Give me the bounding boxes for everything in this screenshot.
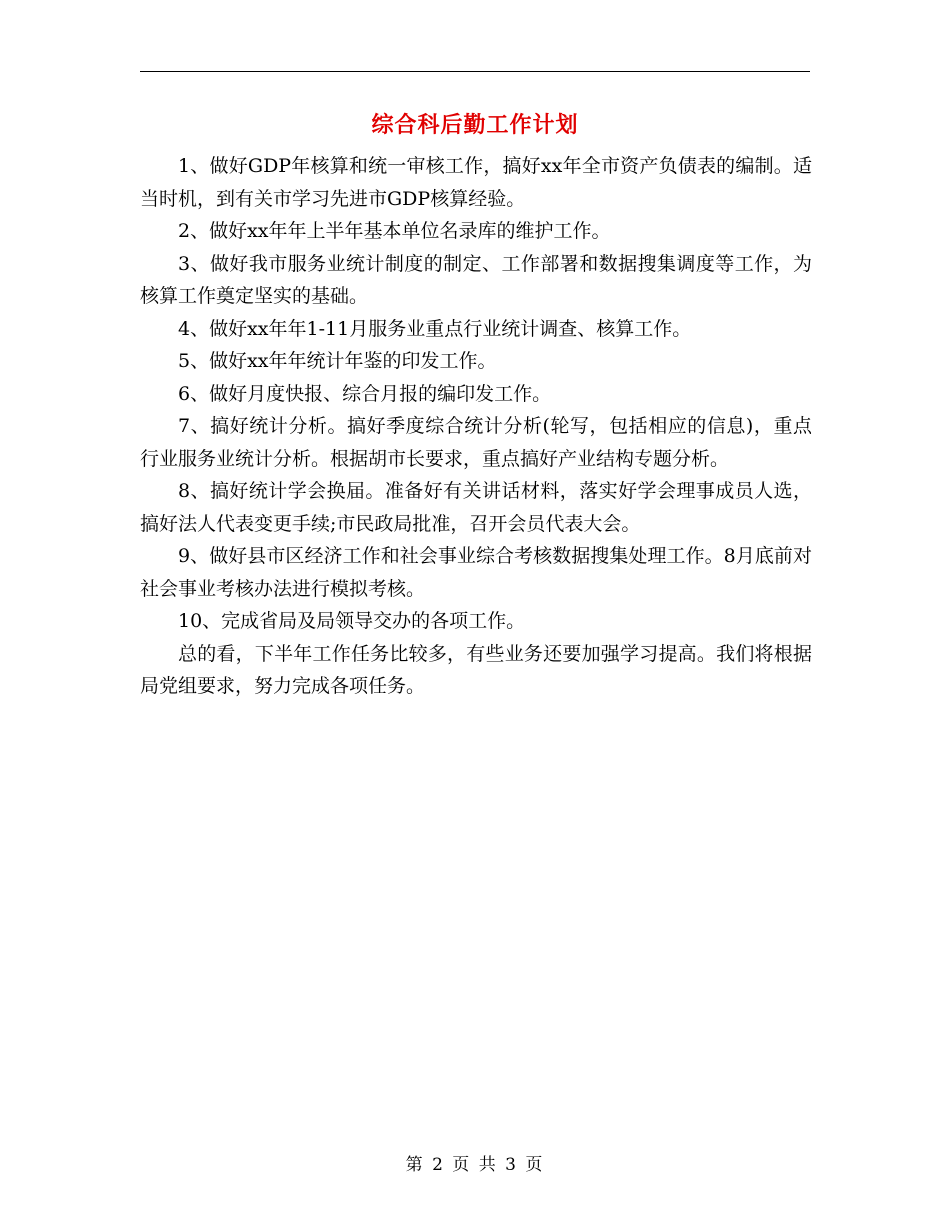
document-body [140, 150, 812, 703]
paragraph-7: 7、搞好统计分析。搞好季度综合统计分析(轮写，包括相应的信息)，重点行业服务业统计分析。根据胡市长要求，重点搞好产业结构专题分析。 [140, 415, 812, 470]
paragraph-9: 9、做好县市区经济工作和社会事业综合考核数据搜集处理工作。8月底前对社会事业考核办法进行模拟考核。 [140, 545, 812, 600]
paragraph-6: 6、做好月度快报、综合月报的编印发工作。 [178, 382, 552, 405]
paragraph-summary: 总的看，下半年工作任务比较多，有些业务还要加强学习提高。我们将根据局党组要求，努力完成各项任务。 [140, 642, 812, 697]
document-title: 综合科后勤工作计划 [371, 112, 579, 138]
paragraph-2: 2、做好xx年年上半年基本单位名录库的维护工作。 [178, 220, 611, 242]
paragraph-1: 1、做好GDP年核算和统一审核工作，搞好xx年全市资产负债表的编制。适当时机，到有关市学习先进市GDP核算经验。 [140, 155, 812, 210]
paragraph-8: 8、搞好统计学会换届。准备好有关讲话材料，落实好学会理事成员人选，搞好法人代表变更手续;市民政局批准，召开会员代表大会。 [140, 480, 812, 535]
paragraph-3: 3、做好我市服务业统计制度的制定、工作部署和数据搜集调度等工作，为核算工作奠定坚实的基础。 [140, 252, 812, 307]
paragraph-5: 5、做好xx年年统计年鉴的印发工作。 [178, 350, 497, 372]
paragraph-4: 4、做好xx年年1-11月服务业重点行业统计调查、核算工作。 [178, 317, 692, 340]
header-rule [140, 71, 810, 72]
paragraph-10: 10、完成省局及局领导交办的各项工作。 [178, 610, 526, 632]
page-number: 第 2 页 共 3 页 [405, 1155, 545, 1175]
